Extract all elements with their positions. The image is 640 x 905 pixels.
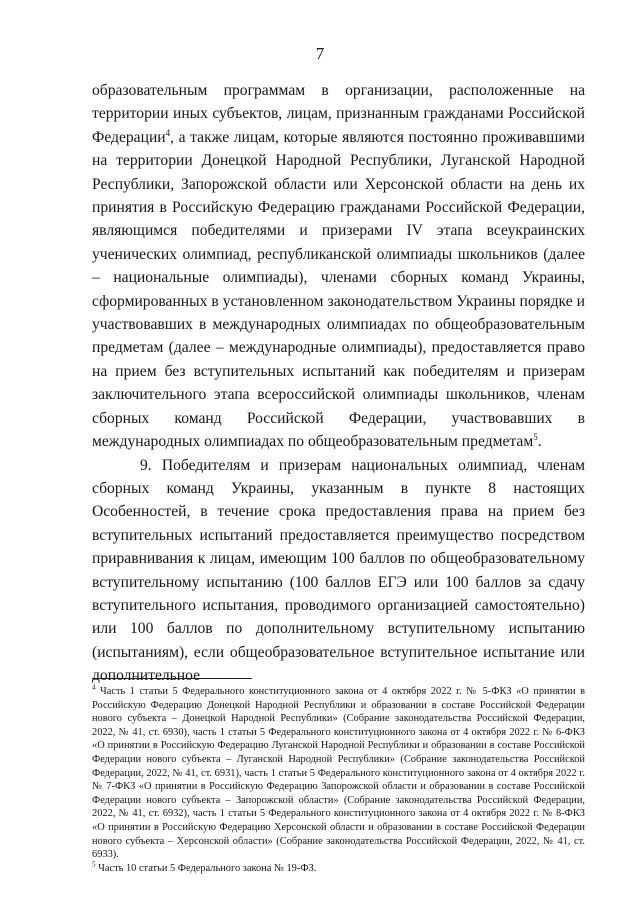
footnote-text: Часть 1 статьи 5 Федерального конституционного закона от 4 октября 2022 г. № 5-ФКЗ «О принятии в Российскую Федерацию Донецкой Народной Республики и образовании в составе Российской Федерации нового субъекта – Донецкой Народной Республики» (Собрание законодательства Российской Федерации, 2022, № 41, ст. 6930), часть 1 статьи 5 Федерального конституционного закона от 4 октября 2022 г. № 6-ФКЗ «О принятии в Российскую Федерацию Луганской Народной Республики и образовании в составе Российской Федерации нового субъекта – Луганской Народной Республики» (Собрание законодательства Российской Федерации, 2022, № 41, ст. 6931), часть 1 статьи 5 Федерального конституционного закона от 4 октября 2022 г. № 7-ФКЗ «О принятии в Российскую Федерацию Запорожской области и образовании в составе Российской Федерации нового субъекта – Запорожской области» (Собрание законодательства Российской Федерации, 2022, № 41, ст. 6932), часть 1 статьи 5 Федерального конституционного закона от 4 октября 2022 г. № 8-ФКЗ «О принятии в Российскую Федерацию Херсонской области и образовании в составе Российской Федерации нового субъекта – Херсонской области» (Собрание законодательства Российской Федерации, 2022, № 41, ст. 6933). xyxy=(92,686,585,861)
footnote-mark: 5 xyxy=(92,860,96,869)
paragraph-continuation xyxy=(92,79,585,454)
paragraph-text-part: . xyxy=(537,433,542,451)
footnote-5 xyxy=(92,862,585,876)
footnote-ref-5: 5 xyxy=(533,431,538,442)
footnote-text: Часть 10 статьи 5 Федерального закона № 19-ФЗ. xyxy=(95,862,317,874)
footnotes xyxy=(92,685,585,875)
body-text xyxy=(92,79,585,688)
paragraph-text-part: , а также лицам, которые являются постоянно проживавшими на территории Донецкой Народной Республики, Луганской Народной Республики, Запорожской области или Херсонской области на день их принятия в Российскую Федерацию гражданами Российской Федерации, являющимся победителями и призерами IV этапа всеукраинских ученических олимпиад, республиканской олимпиады школьников (далее – национальные олимпиады), членами сборных команд Украины, сформированных в установленном законодательством Украины порядке и участвовавших в международных олимпиадах по общеобразовательным предметам (далее – международные олимпиады), предоставляется право на прием без вступительных испытаний как победителям и призерам заключительного этапа всероссийской олимпиады школьников, членам сборных команд Российской Федерации, участвовавших в международных олимпиадах по общеобразовательным предметам xyxy=(92,128,585,451)
footnote-separator xyxy=(92,678,252,679)
footnote-mark: 4 xyxy=(92,683,96,692)
paragraph-text-part: образовательным программам в организации, расположенные на территории иных субъектов, лицам, признанным гражданами Российской Федерации xyxy=(92,82,585,146)
footnote-ref-4: 4 xyxy=(165,127,171,138)
page-number: 7 xyxy=(315,44,325,63)
paragraph-item-9: 9. Победителям и призерам национальных олимпиад, членам сборных команд Украины, указанным в пункте 8 настоящих Особенностей, в течение срока предоставления права на прием без вступительных испытаний предоставляется преимущество посредством приравнивания к лицам, имеющим 100 баллов по общеобразовательному вступительному испытанию (100 баллов ЕГЭ или 100 баллов за сдачу вступительного испытания, проводимого организацией самостоятельно) или 100 баллов по дополнительному вступительному испытанию (испытаниям), если общеобразовательное вступительное испытание или дополнительное xyxy=(92,456,585,685)
footnote-4 xyxy=(92,685,585,862)
